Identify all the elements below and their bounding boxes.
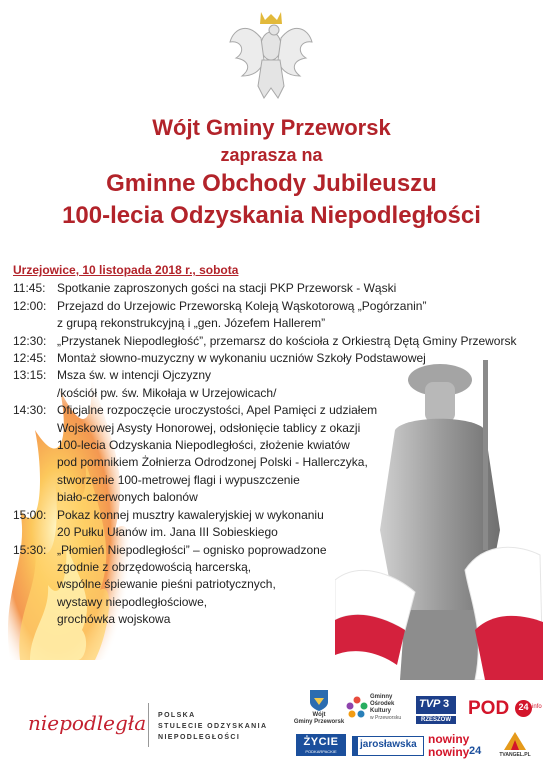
program-description-line: grochówka wojskowa <box>57 612 171 627</box>
program-item <box>13 402 543 506</box>
program-time: 12:30: <box>13 333 47 348</box>
pod-info: info <box>532 704 542 710</box>
program-description-line: „Przystanek Niepodległość”, przemarsz do kościoła z Orkiestrą Dętą Gminy Przeworsk <box>57 333 517 348</box>
program-description <box>57 280 543 297</box>
gok-line3: Kultury <box>370 708 391 714</box>
header <box>0 113 543 232</box>
program-description-line: Pokaz konnej musztry kawaleryjskiej w wykonaniu <box>57 507 324 522</box>
program-description-line: z grupą rekonstrukcyjną i „gen. Józefem Hallerem” <box>57 316 326 331</box>
jaroslawska-logo <box>352 736 424 756</box>
pod-label: POD <box>468 698 510 719</box>
program-item <box>13 298 543 333</box>
program-description <box>57 542 543 629</box>
tvp-number: 3 <box>443 698 450 710</box>
program-description <box>57 333 543 350</box>
gok-line2: Ośrodek <box>370 701 395 707</box>
program-description-line: 20 Pułku Ułanów im. Jana III Sobieskiego <box>57 525 278 540</box>
program-item <box>13 350 543 367</box>
program-description-line: Msza św. w intencji Ojczyzny <box>57 368 212 383</box>
wojt-logo <box>293 688 345 728</box>
program-description <box>57 367 543 402</box>
zycie-logo <box>296 734 346 756</box>
program-description <box>57 507 543 542</box>
program-description-line: Oficjalne rozpoczęcie uroczystości, Apel Pamięci z udziałem <box>57 403 378 418</box>
program-item <box>13 280 543 297</box>
program-item <box>13 507 543 542</box>
program-item <box>13 367 543 402</box>
program-time: 11:45: <box>13 281 46 296</box>
tvangel-label: TVANGEL.PL <box>499 752 531 758</box>
gok-line1: Gminny <box>370 694 393 700</box>
gok-star-icon <box>346 696 368 718</box>
program-description-line: pod pomnikiem Żołnierza Odrodzonej Polski - Hallerczyka, <box>57 455 368 470</box>
program-description-line: stworzenie 100-metrowej flagi i wypuszczenie <box>57 472 300 487</box>
gmina-label: Gminy Przeworsk <box>293 719 345 725</box>
gok-line4: w Przeworsku <box>370 715 402 721</box>
tvp3-logo <box>416 696 456 726</box>
program-time: 12:45: <box>13 351 47 366</box>
niepodlegla-logo: niepodległa <box>28 711 147 735</box>
program-description <box>57 350 543 367</box>
program-description-line: wystawy niepodległościowe, <box>57 594 208 609</box>
program-description-line: Przejazd do Urzejowic Przeworską Koleją Wąskotorową „Pogórzanin” <box>57 298 427 313</box>
program-description-line: wspólne śpiewanie pieśni patriotycznych, <box>57 577 276 592</box>
polish-eagle-emblem <box>228 8 314 104</box>
footer-org-line2: STULECIE ODZYSKANIA <box>158 723 268 730</box>
footer-divider <box>148 703 149 747</box>
nowiny-label2: nowiny <box>428 745 470 759</box>
program-item <box>13 333 543 350</box>
program-description-line: biało-czerwonych balonów <box>57 490 198 505</box>
nowiny-logo <box>428 732 484 762</box>
footer-org-line3: NIEPODLEGŁOŚCI <box>158 734 241 741</box>
program-time: 13:15: <box>13 368 47 383</box>
organizer-line: Wójt Gminy Przeworsk <box>152 115 391 140</box>
program-description <box>57 298 543 333</box>
gok-logo <box>346 692 412 726</box>
jaroslawska-label: jarosławska <box>360 739 417 750</box>
event-title-line2: 100-lecia Odzyskania Niepodległości <box>62 202 481 229</box>
program-description-line: zgodnie z obrzędowością harcerską, <box>57 559 252 574</box>
program-item <box>13 542 543 629</box>
tvangel-logo <box>492 730 538 762</box>
program-time: 14:30: <box>13 403 47 418</box>
event-title-line1: Gminne Obchody Jubileuszu <box>106 170 437 197</box>
zycie-label: ŻYCIE <box>303 736 339 748</box>
program-description-line: 100-lecia Odzyskania Niepodległości, złożenie kwiatów <box>57 438 350 453</box>
niepodlegla-branding <box>28 703 298 751</box>
invite-line: zaprasza na <box>220 145 323 165</box>
tvp-label: TVP <box>419 698 441 710</box>
pod24-logo <box>468 698 540 722</box>
program-description-line: /kościół pw. św. Mikołaja w Urzejowicach/ <box>57 385 277 400</box>
program-description-line: „Płomień Niepodległości” – ognisko poprowadzone <box>57 542 327 557</box>
footer-org-line1: POLSKA <box>158 712 196 719</box>
rzeszow-label: RZESZÓW <box>416 716 456 724</box>
wojt-label: Wójt <box>312 712 326 718</box>
pod-number: 24 <box>518 702 529 712</box>
program-time: 15:00: <box>13 507 47 522</box>
angel-icon <box>502 730 528 752</box>
coat-of-arms-icon <box>308 688 330 712</box>
nowiny-number: 24 <box>469 745 482 757</box>
zycie-sublabel: PODKARPACKIE <box>305 749 337 754</box>
partner-logos <box>293 688 543 768</box>
event-date: Urzejowice, 10 listopada 2018 r., sobota <box>13 263 239 277</box>
program-description-line: Wojskowej Asysty Honorowej, odsłonięcie tablicy z okazji <box>57 420 361 435</box>
program-description-line: Spotkanie zaproszonych gości na stacji PKP Przeworsk - Wąski <box>57 281 397 296</box>
nowiny-label1: nowiny <box>428 732 470 746</box>
program-time: 12:00: <box>13 298 47 313</box>
program-list <box>13 262 543 629</box>
program-time: 15:30: <box>13 542 47 557</box>
program-description <box>57 402 543 506</box>
program-description-line: Montaż słowno-muzyczny w wykonaniu uczniów Szkoły Podstawowej <box>57 351 426 366</box>
